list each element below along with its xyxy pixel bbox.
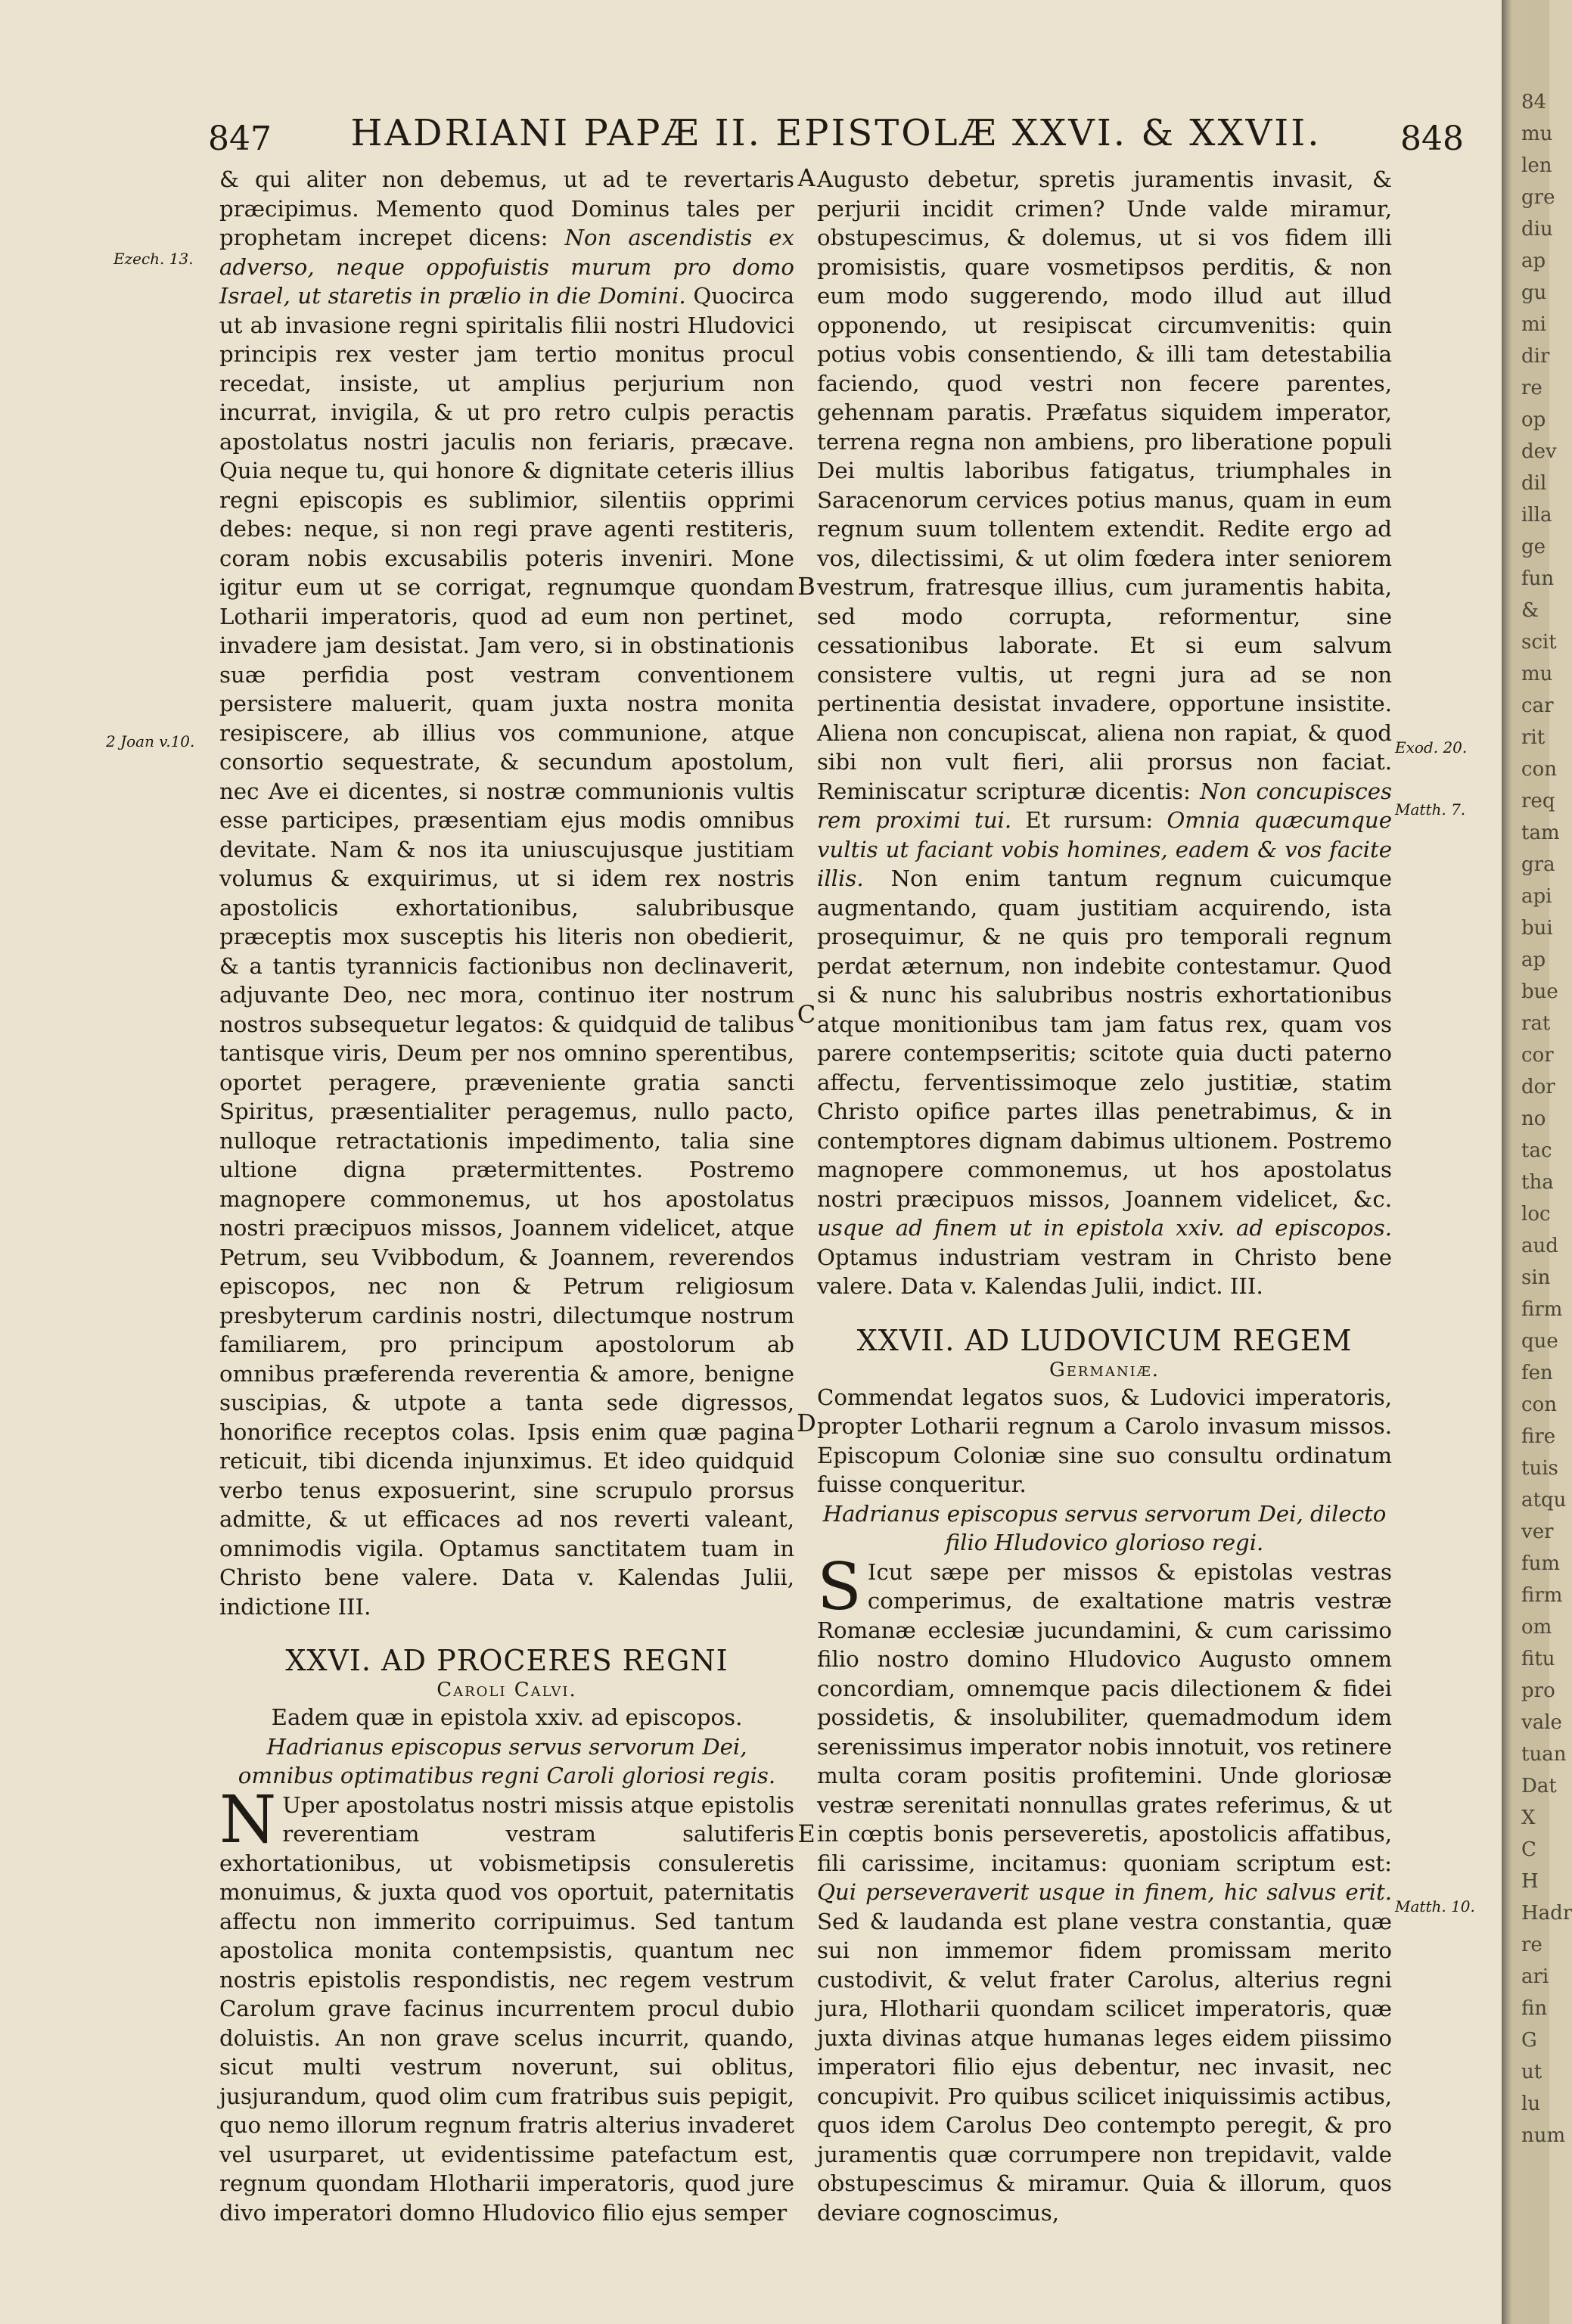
facing-page-fragment: gra [1521,853,1555,876]
facing-page-fragment: atqu [1521,1489,1567,1512]
paragraph: Augusto debetur, spretis juramentis invasit, & perjurii incidit crimen? Unde valde miramur, obstupescimus, & dolemus, ut si vos fidem illi promisistis, quare vosmetipsos perditis, & non eum modo suggerendo, modo illud aut illud opponendo, ut resipiscat circumvenitis: quin potius vobis consentiendo, & illi tam detestabilia faciendo, quod vestri non fecere parentes, gehennam paratis. Præfatus siquidem imperator, terrena regna non ambiens, pro liberatione populi Dei multis laboribus fatigatus, triumphales in Saracenorum cervices potius manus, quam in eum regnum suum tollentem extendit. Redite ergo ad vos, dilectissimi, & ut olim fœdera inter seniorem vestrum, fratresque illius, cum juramentis habita, sed modo corrupta, reformentur, sine cessationibus laborate. Et si eum salvum consistere vultis, ut regni jura ad se non pertinentia desistat invadere, opportune insistite. Aliena non concupiscat, aliena non rapiat, & quod sibi non vult fieri, alii prorsus non faciat. Reminiscatur scripturæ dicentis: Non concupisces rem proximi tui. Et rursum: Omnia quæcumque vultis ut faciant vobis homines, eadem & vos facite illis. Non enim tantum regnum cuicumque augmentando, quam justitiam acquirendo, ista prosequimur, & ne quis pro temporali regnum perdat æternum, non indebite contestamur. Quod si & nunc his salubribus nostris exhortationibus atque monitionibus tam jam fatus rex, quam vos parere contempseritis; scitote quia ducti paterno affectu, ferventissimoque zelo justitiæ, statim Christo opifice partes illas penetrabimus, & in contemptores dignam dabimus ultionem. Postremo magnopere commonemus, ut hos apostolatus nostri præcipuos missos, Joannem videlicet, &c. usque ad finem ut in epistola xxiv. ad episcopos. Optamus industriam vestram in Christo bene valere. Data v. Kalendas Julii, indict. III. [817,166,1392,1299]
facing-page-fragment: re [1521,377,1542,399]
facing-page-fragment: firm [1521,1298,1563,1321]
facing-page-fragment: mi [1521,313,1546,336]
facing-page-fragment: illa [1521,504,1552,527]
facing-page-fragment: op [1521,409,1546,431]
section-letter: B [797,572,816,601]
facing-page-fragment: dor [1521,1076,1555,1098]
facing-page-fragment: firm [1521,1584,1563,1607]
facing-page-fragment: bue [1521,980,1558,1003]
facing-page-fragment: tam [1521,822,1560,844]
scripture-quote: Omnia quæcumque vultis ut faciant vobis homines, eadem & vos facite illis. [817,807,1392,891]
margin-note: Matth. 10. [1395,1897,1475,1915]
facing-page-fragment: cor [1521,1044,1554,1067]
facing-page-fragment: bui [1521,917,1553,940]
paragraph: N Uper apostolatus nostri missis atque epistolis reverentiam vestram salutiferis exhortationibus, ut vobismetipsis consuleretis monuimus, & juxta quod vos oportuit, paternitatis affectu non immerito corripuimus. Sed tantum apostolica monita contempsistis, quantum nec nostris epistolis respondistis, nec regem vestrum Carolum grave facinus incurrentem procul dubio doluistis. An non grave scelus incurrit, quando, sicut multi vestrum noverunt, sui oblitus, jusjurandum, quod olim cum fratribus suis pepigit, quo nemo illorum regnum fratris alterius invaderet vel usurparet, ut evidentissime patefactum est, regnum quondam Hlotharii imperatoris, quod jure divo imperatori domno Hludovico filio ejus semper [219,1782,794,2226]
facing-page-fragment: rit [1521,726,1546,749]
facing-page-fragment: gre [1521,186,1555,209]
facing-page-fragment: tuis [1521,1457,1558,1480]
facing-page-fragment: dev [1521,440,1557,463]
facing-page-fragment: loc [1521,1203,1551,1226]
facing-page-fragment: fin [1521,1997,1548,2020]
running-header [208,112,1464,165]
facing-page-fragment: fun [1521,567,1555,590]
facing-page-fragment: api [1521,885,1552,908]
facing-page-fragment: diu [1521,218,1553,241]
facing-page-fragment: car [1521,694,1554,717]
facing-page-fragment: mu [1521,663,1553,685]
facing-page-fragment: ver [1521,1521,1554,1543]
facing-page-fragment: Dat [1521,1775,1557,1797]
facing-page-fragment: req [1521,790,1555,812]
scripture-quote: Non ascendistis ex adverso, neque oppofuistis murum pro domo Israel, ut staretis in prælio in die Domini. [219,225,795,309]
facing-page-fragment: 84 [1521,91,1547,113]
cross-reference: usque ad finem ut in epistola xxiv. ad episcopos. [817,1215,1392,1241]
facing-page-fragment: aud [1521,1235,1558,1257]
facing-page-fragment: ut [1521,2061,1542,2083]
drop-cap: N [219,1782,277,1858]
facing-page-fragment: Hadr [1521,1902,1572,1925]
margin-note: 2 Joan v.10. [106,732,195,750]
section-heading: XXVII. AD LUDOVICUM REGEM [856,1323,1353,1357]
drop-cap: S [817,1549,862,1625]
facing-page-fragment: fen [1521,1362,1553,1384]
facing-page-fragment: num [1521,2124,1566,2147]
facing-page-fragment: gu [1521,281,1547,304]
scripture-quote: Qui perseveraverit usque in finem, hic salvus erit. [817,1879,1392,1905]
facing-page-fragment: dil [1521,472,1547,495]
facing-page-fragment: tac [1521,1139,1552,1162]
facing-page-fragment: con [1521,758,1557,781]
facing-page-fragment: re [1521,1934,1542,1956]
margin-note: Matth. 7. [1395,800,1466,819]
section-subheading: Caroli Calvi. [436,1679,577,1701]
facing-page-fragment: len [1521,154,1552,177]
facing-page-fragment: & [1521,599,1539,622]
facing-page-fragment: ge [1521,536,1546,558]
facing-page-fragment: fitu [1521,1648,1555,1670]
facing-page-fragment: tha [1521,1171,1554,1194]
facing-page-fragment: fum [1521,1552,1561,1575]
running-title: HADRIANI PAPÆ II. EPISTOLÆ XXVI. & XXVII. [350,112,1322,154]
facing-page-fragment: fire [1521,1425,1556,1448]
facing-page-fragment: G [1521,2029,1537,2052]
letter-summary: Commendat legatos suos, & Ludovici imperatoris, propter Lotharii regnum a Carolo invasum missos. Episcopum Coloniæ sine suo consultu ordinatum fuisse conqueritur. [817,1384,1392,1497]
facing-page-edge [1502,0,1572,2324]
section-letter: D [797,1409,816,1437]
facing-page-fragment: ap [1521,250,1546,272]
facing-page-fragment: vale [1521,1711,1562,1734]
facing-page-fragment: dir [1521,345,1550,368]
section-subheading: Germaniæ. [1049,1358,1160,1381]
letter-address: Hadrianus episcopus servus servorum Dei, omnibus optimatibus regni Caroli gloriosi regis. [238,1733,776,1788]
facing-page-fragment: ari [1521,1965,1549,1988]
facing-page-fragment: que [1521,1330,1558,1353]
right-column [817,165,1392,2227]
facing-page-fragment: H [1521,1870,1539,1893]
paragraph: & qui aliter non debemus, ut ad te revertaris præcipimus. Memento quod Dominus tales per prophetam increpet dicens: Non ascendistis ex adverso, neque oppofuistis murum pro domo Israel, ut staretis in prælio in die Domini. Quocirca ut ab invasione regni spiritalis filii nostri Hludovici principis rex vester jam tertio monitus procul recedat, insiste, ut amplius perjurium non incurrat, invigila, & ut pro retro culpis peractis apostolatus nostri jaculis non feriaris, præcave. Quia neque tu, qui honore & dignitate ceteris illius regni episcopis es sublimior, silentiis opprimi debes: neque, si non regi prave agenti restiteris, coram nobis excusabilis poteris inveniri. Mone igitur eum ut se corrigat, regnumque quondam Lotharii imperatoris, quod ad eum non pertinet, invadere jam desistat. Jam vero, si in obstinationis suæ perfidia post vestram conventionem persistere maluerit, quam juxta nostra monita resipiscere, ab illius vos communione, atque consortio sequestrate, & secundum apostolum, nec Ave ei dicentes, si nostræ communionis vultis esse participes, præsentiam ejus modis omnibus devitate. Nam & nos ita uniuscujusque justitiam volumus & exquirimus, ut si idem rex nostris apostolicis exhortationibus, salubribusque præceptis mox susceptis his literis non obedierit, & a tantis tyrannicis factionibus non declinaverit, adjuvante Deo, nec mora, continuo iter nostrum nostros subsequetur legatos: & quidquid de talibus tantisque viris, Deum per nos omnino sperentibus, oportet peragere, præveniente gratia sancti Spiritus, præsentialiter peragemus, nullo pacto, nulloque retractationis impedimento, talia sine ultione digna prætermittentes. Postremo magnopere commonemus, ut hos apostolatus nostri præcipuos missos, Joannem videlicet, atque Petrum, seu Vvibbodum, & Joannem, reverendos episcopos, nec non & Petrum religiosum presbyterum cardinis nostri, dilectumque nostrum familiarem, pro principum apostolorum ab omnibus præferenda reverentia & amore, benigne suscipias, & utpote a tanta sede digressos, honorifice receptos colas. Ipsis enim quæ pagina reticuit, tibi dicenda injunximus. Et ideo quidquid verbo tenus exposuerint, sine scrupulo prorsus admitte, & ut efficaces ad nos reverti valeant, omnimodis vigila. Optamus sanctitatem tuam in Christo bene valere. Data v. Kalendas Julii, indictione III. [219,166,795,1620]
paragraph: S Icut sæpe per missos & epistolas vestras comperimus, de exaltatione matris vestræ Romanæ ecclesiæ jucundamini, & cum carissimo filio nostro domino Hludovico Augusto omnem concordiam, omnemque pacis dilectionem & fidei possidetis, & insolubiliter, quemadmodum idem serenissimus imperator nobis innotuit, vos retinere multa coram positis profitemini. Unde gloriosæ vestræ serenitati nonnullas grates referimus, & ut in cœptis bonis perseveretis, apostolicis affatibus, fili carissime, incitamus: quoniam scriptum est: Qui perseveraverit usque in finem, hic salvus erit. Sed & laudanda est plane vestra constantia, quæ sui non immemor fidem promissam merito custodivit, & velut frater Carolus, alterius regni jura, Hlotharii quondam scilicet imperatoris, quæ juxta divinas atque humanas leges eidem piissimo imperatori filio ejus debentur, nec invasit, nec concupivit. Pro quibus scilicet iniquissimis actibus, quos idem Carolus Deo contempto peregit, & pro juramentis quæ corrumpere non trepidavit, valde obstupescimus & miramur. Quia & illorum, quos deviare cognoscimus, [817,1549,1392,2226]
facing-page-fragment: con [1521,1393,1557,1416]
facing-page-fragment: scit [1521,631,1557,654]
facing-page-fragment: tuan [1521,1743,1567,1766]
margin-note: Ezech. 13. [113,250,194,268]
facing-page-fragment: X [1521,1807,1536,1829]
page-number-left: 847 [208,120,272,158]
facing-page-fragment: sin [1521,1266,1551,1289]
margin-note: Exod. 20. [1395,738,1468,757]
facing-page-fragment: no [1521,1108,1546,1130]
left-column [219,165,794,2227]
facing-page-fragment: ap [1521,949,1546,971]
page-number-right: 848 [1400,120,1464,158]
facing-page-fragment: om [1521,1616,1552,1639]
letter-summary: Eadem quæ in epistola xxiv. ad episcopos. [271,1704,743,1730]
facing-page-fragment: pro [1521,1679,1555,1702]
section-letter: E [797,1819,816,1848]
facing-page-fragment: C [1521,1838,1536,1861]
section-heading: XXVI. AD PROCERES REGNI [285,1644,729,1677]
section-letter: A [797,163,816,192]
facing-page-fragment: rat [1521,1012,1551,1035]
section-letter: C [797,1000,816,1029]
scripture-quote: Non concupisces rem proximi tui. [817,778,1392,833]
letter-address: Hadrianus episcopus servus servorum Dei, dilecto filio Hludovico glorioso regi. [822,1500,1387,1555]
facing-page-fragment: mu [1521,123,1553,145]
facing-page-fragment: lu [1521,2093,1541,2115]
